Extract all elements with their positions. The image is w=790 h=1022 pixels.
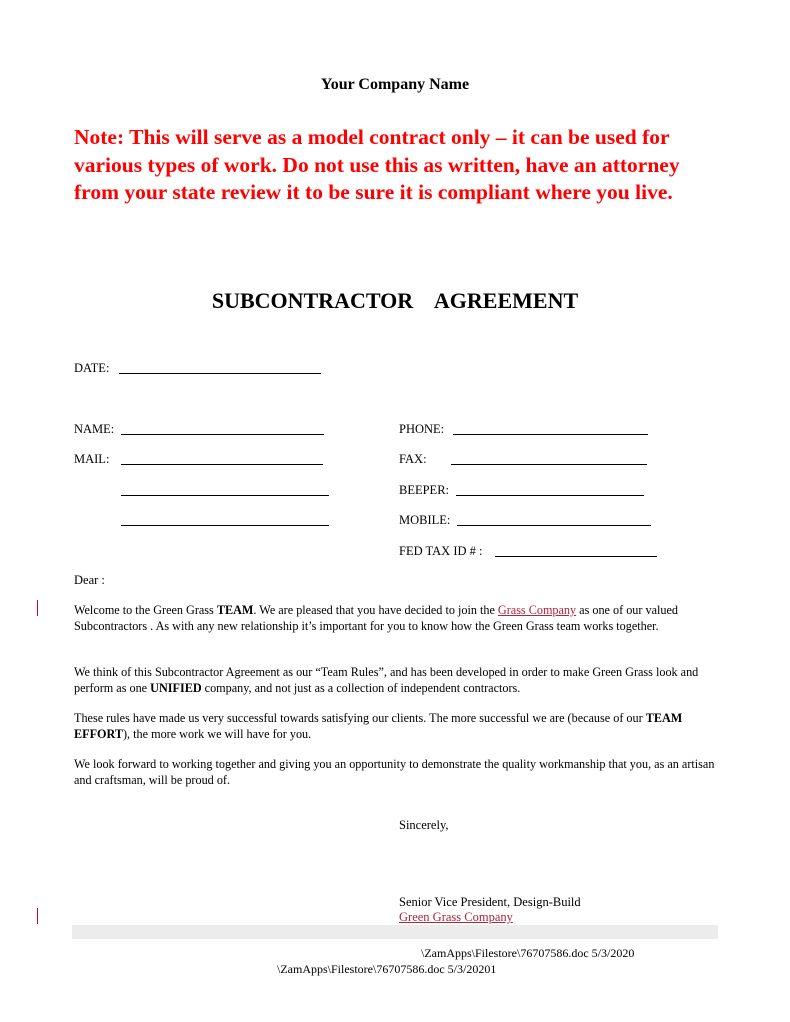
revision-bar — [37, 908, 38, 924]
fax-label: FAX: — [399, 452, 427, 466]
phone-field-line[interactable] — [453, 434, 648, 435]
date-field-line[interactable] — [119, 373, 321, 374]
mobile-field-line[interactable] — [457, 525, 651, 526]
salutation: Dear : — [74, 573, 105, 587]
revision-bar — [37, 600, 38, 616]
sincerely: Sincerely, — [399, 818, 449, 832]
date-label: DATE: — [74, 361, 110, 375]
name-field-line[interactable] — [121, 434, 324, 435]
fax-field-line[interactable] — [451, 464, 647, 465]
team-rules-paragraph: We think of this Subcontractor Agreement as our “Team Rules”, and has been developed in order to make Green Grass look and perform as one UNIFIED company, and not just as a collection of independent contractors. — [74, 665, 699, 695]
grass-company-link[interactable]: Grass Company — [497, 603, 577, 617]
company-name: Your Company Name — [320, 76, 470, 93]
closing-paragraph: We look forward to working together and giving you an opportunity to demonstrate the quality workmanship that you, as an artisan and craftsman, will be proud of. — [74, 757, 715, 787]
agreement-title: SUBCONTRACTOR AGREEMENT — [211, 288, 579, 313]
mail-label: MAIL: — [74, 452, 110, 466]
beeper-label: BEEPER: — [399, 483, 450, 497]
beeper-field-line[interactable] — [456, 495, 644, 496]
mail-field-line-2[interactable] — [121, 495, 329, 496]
success-paragraph: These rules have made us very successful towards satisfying our clients. The more successful we are (because of our TEAM EFFORT), the more work we will have for you. — [74, 711, 683, 741]
welcome-paragraph: Welcome to the Green Grass TEAM. We are pleased that you have decided to join the Grass Company as one of our valued Subcontractors . As with any new relationship it’s important for you to know how the Green Grass team works together. — [74, 603, 678, 633]
fed-tax-id-field-line[interactable] — [495, 556, 657, 557]
footer-file-path: \ZamApps\Filestore\76707586.doc 5/3/2020 — [421, 946, 635, 960]
footer-band — [72, 925, 718, 939]
fed-tax-id-label: FED TAX ID # : — [399, 544, 483, 558]
phone-label: PHONE: — [399, 422, 445, 436]
model-contract-note: Note: This will serve as a model contract only – it can be used for various types of work. Do not use this as written, have an attorney from your state review it to be sure it is compliant where you live. — [74, 125, 680, 204]
signer-company-link[interactable]: Green Grass Company — [399, 910, 513, 924]
mail-field-line-3[interactable] — [121, 525, 329, 526]
name-label: NAME: — [74, 422, 115, 436]
mail-field-line[interactable] — [121, 464, 323, 465]
signer-title: Senior Vice President, Design-Build — [399, 895, 581, 909]
mobile-label: MOBILE: — [399, 513, 451, 527]
footer-file-path-2: \ZamApps\Filestore\76707586.doc 5/3/20201 — [277, 962, 497, 976]
